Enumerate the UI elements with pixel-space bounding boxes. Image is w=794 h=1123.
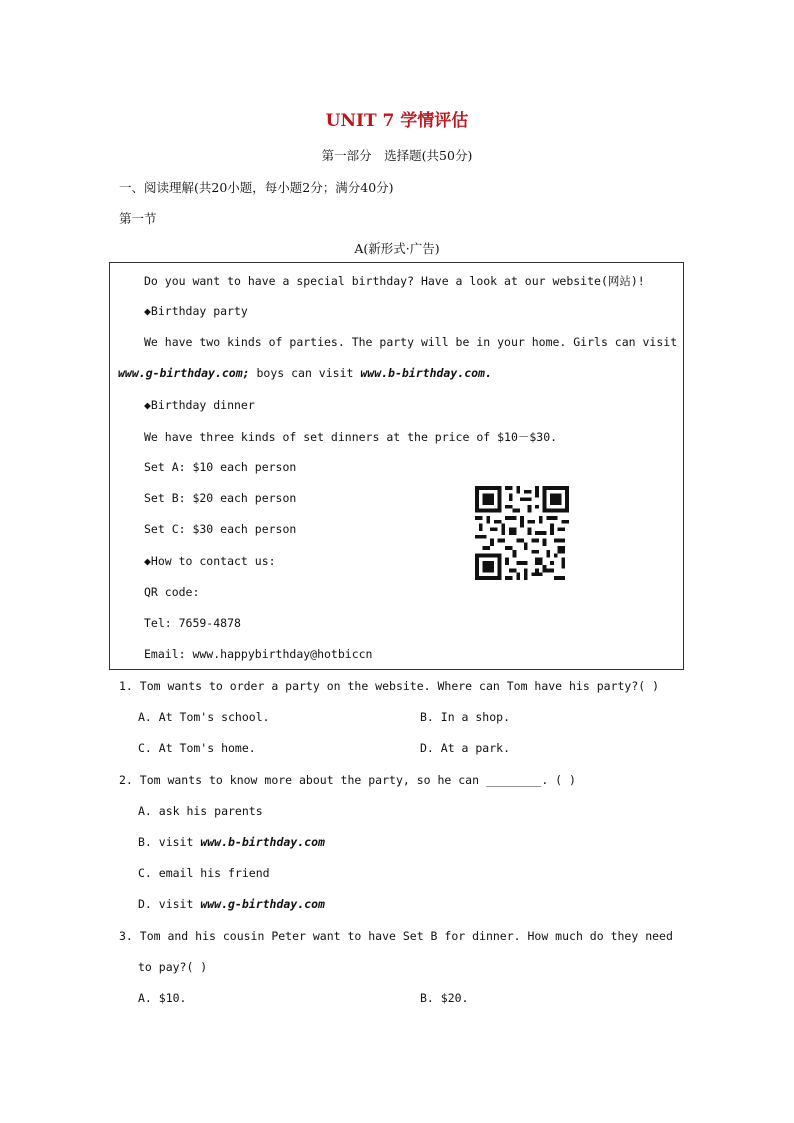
dinner-heading: ◆Birthday dinner — [144, 398, 255, 412]
page-title: UNIT 7 学情评估 — [325, 111, 469, 131]
qr-code-icon[interactable] — [475, 486, 569, 580]
party-links-line — [118, 366, 492, 380]
party-heading: ◆Birthday party — [144, 304, 248, 318]
section-heading: 一、阅读理解(共20小题，每小题2分；满分40分) — [119, 180, 394, 195]
q2-option-d-link: www.g-birthday.com — [200, 897, 325, 911]
boys-website-link[interactable]: www.b-birthday.com. — [360, 366, 492, 380]
passage-label: A(新形式·广告) — [354, 241, 440, 256]
party-mid-text: boys can visit — [249, 366, 361, 380]
girls-website-link[interactable]: www.g-birthday.com; — [118, 366, 250, 380]
part-heading: 第一部分 选择题(共50分) — [321, 148, 473, 163]
q1-option-a[interactable]: A. At Tom's school. — [138, 710, 270, 724]
q2-option-d-prefix: D. visit — [138, 897, 201, 911]
set-a: Set A: $10 each person — [144, 460, 297, 474]
q3-option-b[interactable]: B. $20. — [420, 991, 469, 1005]
q3-option-a[interactable]: A. $10. — [138, 991, 187, 1005]
q2-option-a[interactable]: A. ask his parents — [138, 804, 263, 818]
q1-option-b[interactable]: B. In a shop. — [420, 710, 511, 724]
question-1-stem: 1. Tom wants to order a party on the website. Where can Tom have his party?( ) — [119, 679, 660, 693]
question-2-stem: 2. Tom wants to know more about the party, so he can ________. ( ) — [119, 773, 576, 787]
q2-option-b-link: www.b-birthday.com — [200, 835, 325, 849]
qr-label: QR code: — [144, 585, 200, 599]
q2-option-d[interactable] — [138, 897, 325, 911]
ad-intro: Do you want to have a special birthday? Have a look at our website(网站)! — [144, 274, 645, 288]
q2-option-b-prefix: B. visit — [138, 835, 201, 849]
subsection-heading: 第一节 — [119, 211, 157, 226]
set-c: Set C: $30 each person — [144, 522, 297, 536]
dinner-description: We have three kinds of set dinners at the price of $10－$30. — [144, 430, 558, 444]
q2-option-c[interactable]: C. email his friend — [138, 866, 270, 880]
question-3-stem-line1: 3. Tom and his cousin Peter want to have Set B for dinner. How much do they need — [119, 929, 673, 943]
contact-heading: ◆How to contact us: — [144, 554, 276, 568]
set-b: Set B: $20 each person — [144, 491, 297, 505]
q2-option-b[interactable] — [138, 835, 325, 849]
party-description: We have two kinds of parties. The party will be in your home. Girls can visit — [144, 335, 678, 349]
q1-option-c[interactable]: C. At Tom's home. — [138, 741, 256, 755]
q1-option-d[interactable]: D. At a park. — [420, 741, 511, 755]
telephone: Tel: 7659-4878 — [144, 616, 241, 630]
question-3-stem-line2: to pay?( ) — [138, 960, 208, 974]
email: Email: www.happybirthday@hotbiccn — [144, 647, 373, 661]
